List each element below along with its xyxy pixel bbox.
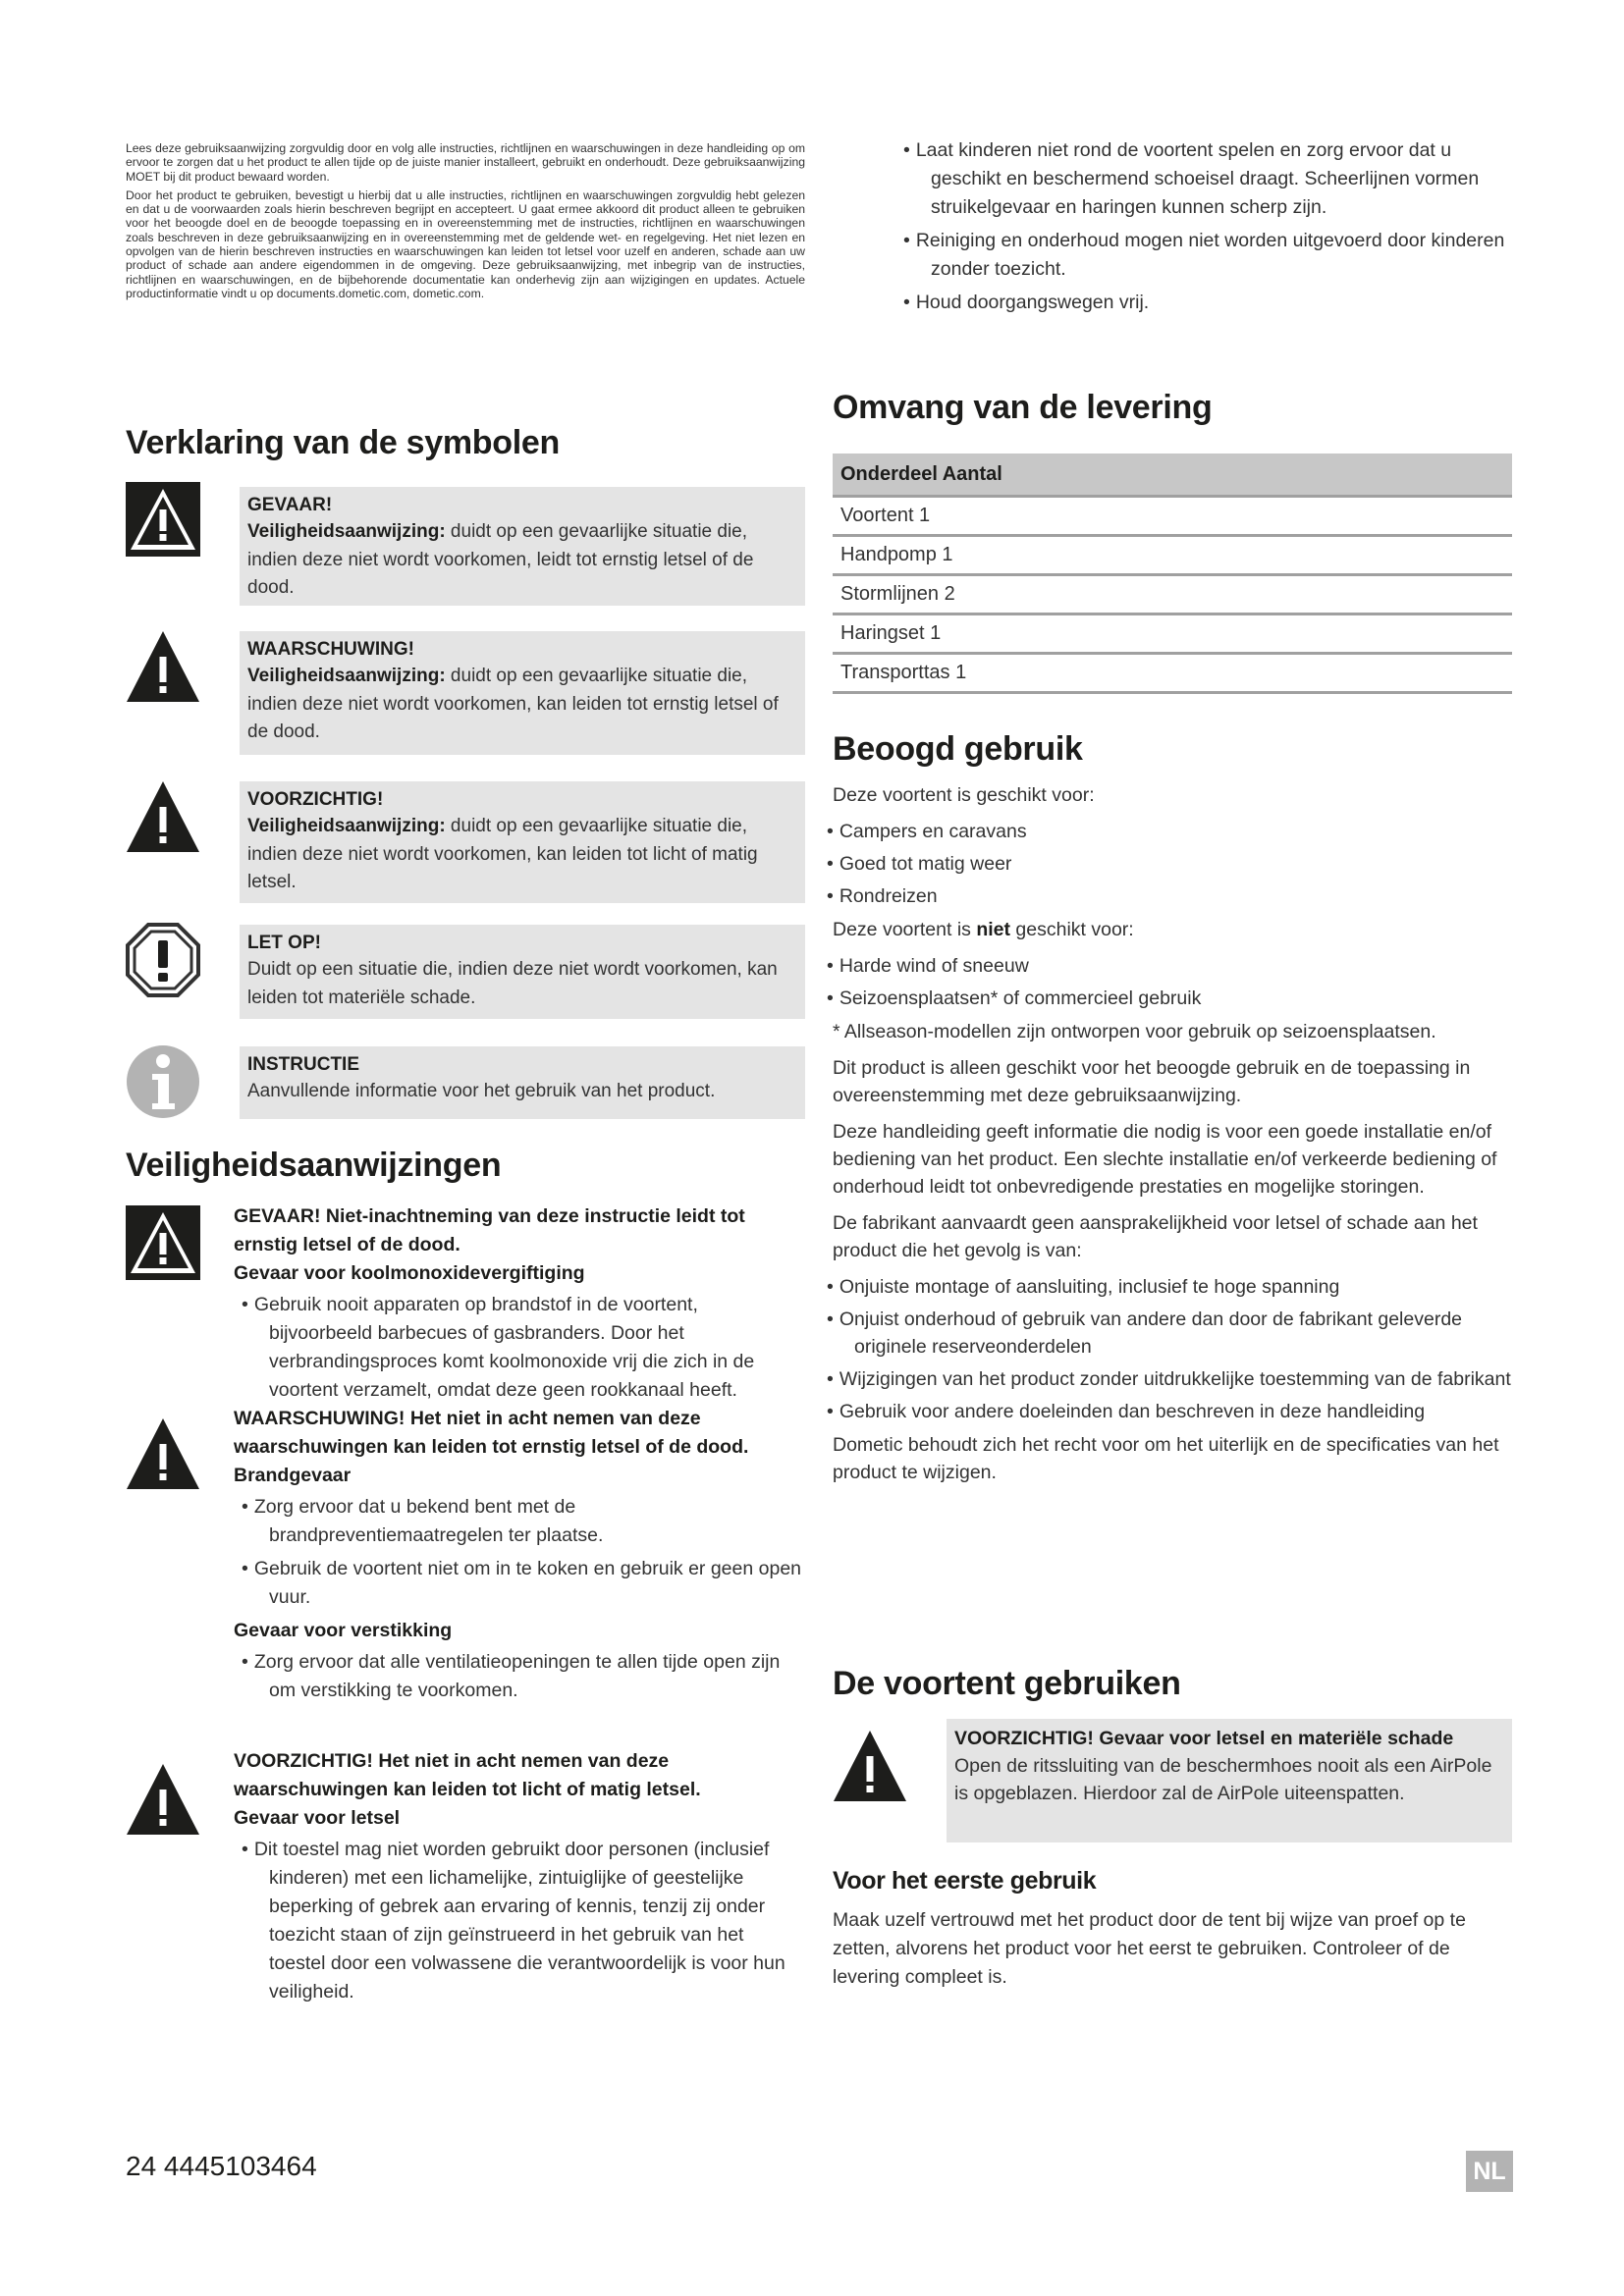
safety-heading: Veiligheidsaanwijzingen [126,1147,502,1184]
table-row [833,614,1512,654]
usage-caution-box [947,1719,1512,1842]
delivery-table-header-row [833,454,1512,497]
symbol-instruction-box [240,1046,805,1119]
caution-triangle-icon [126,1762,200,1837]
liability-item: • Onjuiste montage of aansluiting, inclusief te hoge spanning [819,1273,1512,1301]
delivery-table-header: Onderdeel Aantal [833,454,1512,497]
symbol-warning-text: duidt op een gevaarlijke situatie die, indien deze niet wordt voorkomen, kan leiden tot ernstig letsel of de dood. [247,666,779,742]
suitable-intro: Deze voortent is geschikt voor: [833,784,1095,806]
warning-triangle-icon [126,629,200,704]
caution-triangle-icon [126,779,200,854]
not-suitable-pre: Deze voortent is [833,919,977,940]
delivery-item: Stormlijnen 2 [833,575,1512,614]
symbol-caution-box [240,781,805,903]
table-row [833,575,1512,614]
suitable-item: • Campers en caravans [819,818,1512,845]
allseason-footnote: * Allseason-modellen zijn ontworpen voor gebruik op seizoensplaatsen. [833,1021,1436,1042]
not-suitable-item: • Seizoensplaatsen* of commercieel gebruik [819,985,1512,1012]
intro-paragraph-1: Lees deze gebruiksaanwijzing zorgvuldig door en volg alle instructies, richtlijnen en waarschuwingen in deze handleiding op om ervoor te zorgen dat u het product te allen tijde op de juiste manier installeert, gebruikt en onderhoudt. Deze gebruiksaanwijzing MOET bij dit product bewaard worden. [126,141,805,184]
safety-danger-text [234,1202,805,1410]
safety-warning-subtitle-suffocation: Gevaar voor verstikking [234,1620,453,1641]
safety-caution-title: VOORZICHTIG! Het niet in acht nemen van deze waarschuwingen kan leiden tot licht of matig letsel. [234,1750,701,1800]
first-use-text: Maak uzelf vertrouwd met het product door de tent bij wijze van proef op te zetten, alvorens het product voor het eerst te gebruiken. Controleer of de levering compleet is. [833,1909,1466,1988]
symbol-caution-text: duidt op een gevaarlijke situatie die, indien deze niet wordt voorkomen, kan leiden tot licht of matig letsel. [247,816,758,892]
safety-warning-bullet-3: • Zorg ervoor dat alle ventilatieopeningen te allen tijde open zijn om verstikking te voorkomen. [234,1648,805,1705]
caution-triangle-icon [833,1729,907,1803]
safety-bullet-children: • Laat kinderen niet rond de voortent spelen en zorg ervoor dat u geschikt en beschermend schoeisel draagt. Scheerlijnen vormen struikelgevaar en haringen kunnen scherp zijn. [895,136,1512,222]
table-row [833,497,1512,536]
delivery-item: Voortent 1 [833,497,1512,536]
suitable-item: • Rondreizen [819,882,1512,910]
info-icon [126,1044,200,1119]
symbol-danger-title: GEVAAR! [247,495,333,515]
symbol-warning-lead: Veiligheidsaanwijzing: [247,666,446,686]
usage-heading: De voortent gebruiken [833,1665,1181,1702]
table-row [833,536,1512,575]
liability-item: • Gebruik voor andere doeleinden dan beschreven in deze handleiding [819,1398,1512,1425]
intended-use-body [833,781,1512,1495]
symbol-warning-title: WAARSCHUWING! [247,639,414,660]
warning-triangle-icon [126,1416,200,1491]
usage-caution-title: VOORZICHTIG! Gevaar voor letsel en materiële schade [954,1728,1454,1749]
danger-sign-icon [126,482,200,557]
delivery-table [833,454,1512,694]
intended-paragraph-3: De fabrikant aanvaardt geen aansprakelijkheid voor letsel of schade aan het product die het gevolg is van: [833,1212,1478,1261]
intended-paragraph-4: Dometic behoudt zich het recht voor om het uiterlijk en de specificaties van het product te wijzigen. [833,1434,1499,1483]
symbol-instruction [126,1042,805,1121]
liability-item: • Onjuist onderhoud of gebruik van andere dan door de fabrikant geleverde originele reserveonderdelen [819,1306,1512,1361]
intended-use-heading: Beoogd gebruik [833,730,1083,768]
delivery-item: Handpomp 1 [833,536,1512,575]
intro-paragraph-2: Door het product te gebruiken, bevestigt u hierbij dat u alle instructies, richtlijnen en waarschuwingen zorgvuldig hebt gelezen en dat u de voorwaarden zoals hierin beschreven begrijpt en accepteert. U gaat ermee akkoord dit product alleen te gebruiken voor het beoogde doel en de beoogde toepassing en in overeenstemming met de instructies, richtlijnen en waarschuwingen zoals beschreven in deze gebruiksaanwijzing en in overeenstemming met de geldende wet- en regelgeving. Het niet lezen en opvolgen van de hierin beschreven instructies en waarschuwingen kan leiden tot letsel voor uzelf en anderen, schade aan uw product of schade aan andere eigendommen in de omgeving. Deze gebruiksaanwijzing, met inbegrip van de instructies, richtlijnen en waarschuwingen, en de bijbehorende documentatie kan onderhevig zijn aan wijzigingen en updates. Actuele productinformatie vindt u op documents.dometic.com, dometic.com. [126,187,805,300]
safety-warning-title: WAARSCHUWING! Het niet in acht nemen van deze waarschuwingen kan leiden tot ernstig letsel of de dood. [234,1408,749,1458]
suitable-item: • Goed tot matig weer [819,850,1512,878]
safety-warning-text [234,1405,805,1710]
symbol-notice-text: Duidt op een situatie die, indien deze niet wordt voorkomen, kan leiden tot materiële schade. [247,959,778,1008]
symbol-danger-text: duidt op een gevaarlijke situatie die, indien deze niet wordt voorkomen, leidt tot ernstig letsel of de dood. [247,521,754,598]
not-suitable-intro [833,916,1512,943]
page-number: 24 4445103464 [126,2151,317,2181]
symbol-notice-title: LET OP! [247,933,321,953]
symbol-instruction-title: INSTRUCTIE [247,1054,359,1075]
symbol-danger-lead: Veiligheidsaanwijzing: [247,521,446,542]
safety-caution-subtitle: Gevaar voor letsel [234,1807,401,1829]
safety-warning-subtitle-fire: Brandgevaar [234,1465,352,1486]
not-suitable-bold: niet [976,919,1010,940]
safety-warning-bullet-1: • Zorg ervoor dat u bekend bent met de brandpreventiemaatregelen ter plaatse. [234,1493,805,1550]
intro-text [126,141,805,305]
delivery-item: Haringset 1 [833,614,1512,654]
symbol-instruction-text: Aanvullende informatie voor het gebruik van het product. [247,1081,716,1101]
usage-caution [833,1719,1512,1844]
symbols-heading: Verklaring van de symbolen [126,424,560,461]
first-use-heading: Voor het eerste gebruik [833,1867,1097,1895]
danger-sign-icon [126,1205,200,1280]
safety-bullet-passage: • Houd doorgangswegen vrij. [895,289,1512,317]
symbol-warning-box [240,631,805,755]
not-suitable-item: • Harde wind of sneeuw [819,952,1512,980]
safety-danger-bullet: • Gebruik nooit apparaten op brandstof in de voortent, bijvoorbeeld barbecues of gasbranders. Door het verbrandingsproces komt koolmonoxide vrij die zich in de voortent verzamelt, omdat deze geen rookkanaal heeft. [234,1291,805,1405]
safety-danger-subtitle: Gevaar voor koolmonoxidevergiftiging [234,1262,585,1284]
delivery-item: Transporttas 1 [833,654,1512,693]
language-badge: NL [1466,2151,1513,2192]
table-row [833,654,1512,693]
safety-warning-bullet-2: • Gebruik de voortent niet om in te koken en gebruik er geen open vuur. [234,1555,805,1612]
safety-danger-title: GEVAAR! Niet-inachtneming van deze instructie leidt tot ernstig letsel of de dood. [234,1205,745,1255]
notice-octagon-icon [126,923,200,997]
safety-bullet-cleaning: • Reiniging en onderhoud mogen niet worden uitgevoerd door kinderen zonder toezicht. [895,227,1512,284]
symbol-caution-lead: Veiligheidsaanwijzing: [247,816,446,836]
symbol-caution [126,777,805,903]
intended-paragraph-1: Dit product is alleen geschikt voor het beoogde gebruik en de toepassing in overeenstemming met deze gebruiksaanwijzing. [833,1057,1471,1106]
safety-continued [915,136,1512,322]
intended-paragraph-2: Deze handleiding geeft informatie die nodig is voor een goede installatie en/of bediening van het product. Een slechte installatie en/of verkeerde bediening of onderhoud leidt tot onbevredigende prestaties en mogelijke storingen. [833,1121,1497,1198]
liability-item: • Wijzigingen van het product zonder uitdrukkelijke toestemming van de fabrikant [819,1365,1512,1393]
symbol-warning [126,627,805,755]
symbol-notice [126,921,805,1021]
symbol-danger [126,482,805,606]
safety-caution-text [234,1747,805,2011]
delivery-heading: Omvang van de levering [833,389,1213,426]
symbol-danger-box [240,487,805,606]
not-suitable-post: geschikt voor: [1010,919,1134,940]
usage-caution-text: Open de ritssluiting van de beschermhoes nooit als een AirPole is opgeblazen. Hierdoor zal de AirPole uiteenspatten. [954,1755,1492,1804]
symbol-notice-box [240,925,805,1019]
safety-caution-bullet: • Dit toestel mag niet worden gebruikt door personen (inclusief kinderen) met een lichamelijke, zintuiglijke of geestelijke beperking of gebrek aan ervaring of kennis, tenzij zij onder toezicht staan of zijn geïnstrueerd in het gebruik van het toestel door een volwassene die verantwoordelijk is voor hun veiligheid. [234,1836,805,2006]
symbol-caution-title: VOORZICHTIG! [247,789,384,810]
